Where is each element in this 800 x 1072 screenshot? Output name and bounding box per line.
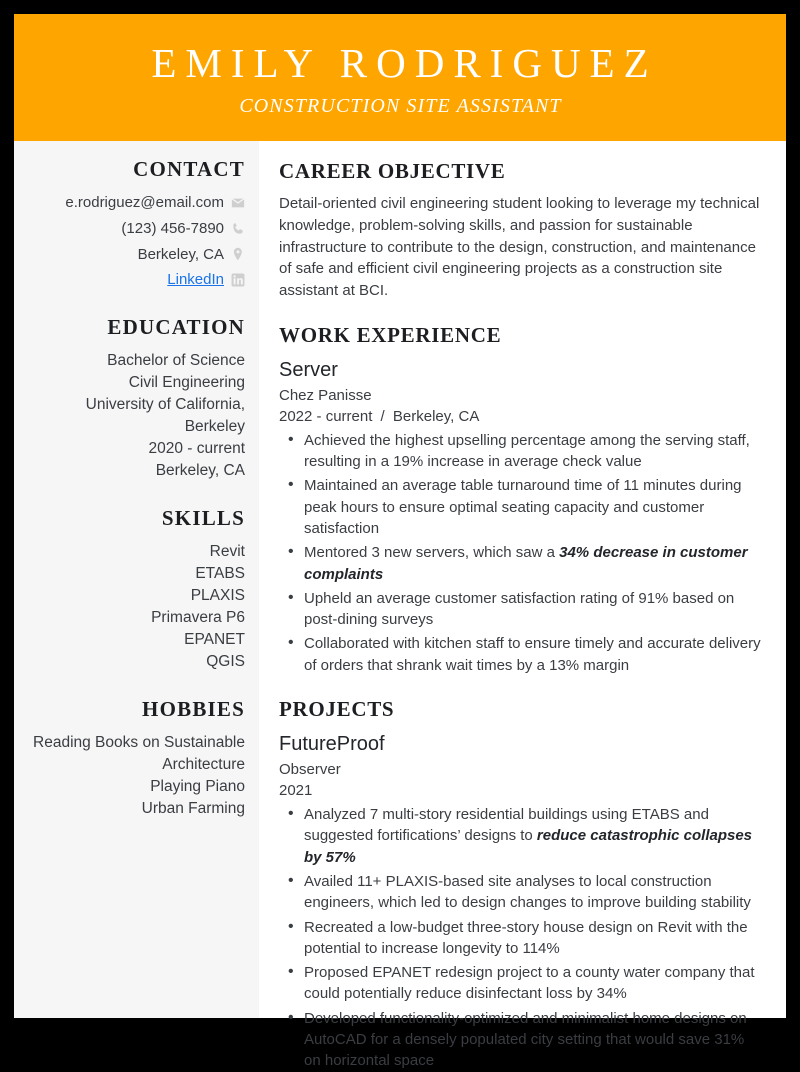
entry-bullet-list — [279, 430, 764, 676]
contact-section — [24, 157, 245, 291]
bullet-text: Recreated a low-budget three-story house design on Revit with the potential to increase longevity to 114% — [304, 918, 748, 957]
education-line: University of California, Berkeley — [85, 396, 245, 435]
skill-item: QGIS — [206, 653, 245, 670]
contact-item-text: (123) 456-7890 — [121, 219, 224, 237]
resume-header — [14, 14, 786, 141]
projects-section — [279, 697, 764, 1072]
bullet-text: Maintained an average table turnaround time of 11 minutes during peak hours to ensure optimal seating capacity and customer satisfaction — [304, 477, 742, 537]
resume-body — [14, 141, 786, 1070]
skills-list — [24, 541, 245, 673]
bullet-text: Achieved the highest upselling percentage among the serving staff, resulting in a 19% increase in average check value — [304, 431, 750, 471]
education-line: Civil Engineering — [128, 374, 245, 391]
candidate-name: EMILY RODRIGUEZ — [151, 39, 658, 86]
hobby-item: Urban Farming — [141, 800, 245, 817]
bullet-text: Proposed EPANET redesign project to a county water company that could potentially reduce disinfectant loss by 34% — [304, 964, 755, 1003]
entry-bullet — [279, 633, 764, 676]
resume-page — [14, 14, 786, 1070]
contact-link-text[interactable]: LinkedIn — [167, 271, 224, 289]
entry-bullet — [279, 430, 764, 473]
work-experience-entries — [279, 357, 764, 676]
education-line: Berkeley, CA — [155, 462, 245, 479]
candidate-job-title: CONSTRUCTION SITE ASSISTANT — [239, 95, 562, 118]
hobby-item: Reading Books on Sustainable Architecture — [33, 734, 245, 773]
contact-heading: CONTACT — [133, 157, 245, 181]
entry-bullet — [279, 588, 764, 631]
entry-bullet-list — [279, 804, 764, 1072]
entry-title: Server — [279, 358, 338, 381]
linkedin-icon — [231, 273, 245, 287]
entry-bullet — [279, 542, 764, 585]
career-objective-text: Detail-oriented civil engineering student looking to leverage my technical knowledge, problem-solving skills, and passion for sustainable infrastructure to contribute to the design, construction, and maintenance of safe and efficient civil engineering projects as a construction site assistant at BCI. — [279, 195, 760, 299]
bullet-text: Upheld an average customer satisfaction rating of 91% based on post-dining surveys — [304, 589, 735, 629]
hobbies-list — [24, 732, 245, 820]
bullet-text: Collaborated with kitchen staff to ensure timely and accurate delivery of orders that shrank wait times by a 13% margin — [304, 635, 761, 674]
contact-item-text: Berkeley, CA — [137, 245, 224, 263]
skills-section — [24, 506, 245, 673]
entry-title: FutureProof — [279, 733, 385, 756]
bullet-text: Analyzed 7 multi-story residential buildings using ETABS and suggested fortifications’ designs to — [304, 806, 709, 845]
education-line: Bachelor of Science — [107, 352, 245, 369]
entry-dates: 2022 - current — [279, 407, 373, 425]
envelope-icon — [231, 196, 245, 210]
skill-item: ETABS — [195, 565, 245, 582]
bullet-text: Developed functionality-optimized and minimalist home designs on AutoCAD for a densely populated city setting that would save 31% on horizontal space — [304, 1009, 747, 1070]
entry-bullet — [279, 871, 764, 914]
hobby-item: Playing Piano — [150, 778, 245, 795]
contact-item[interactable] — [24, 269, 245, 291]
skill-item: PLAXIS — [190, 587, 245, 604]
hobbies-heading: HOBBIES — [142, 697, 245, 721]
entry-location: Berkeley, CA — [392, 407, 480, 425]
contact-item-text: e.rodriguez@email.com — [65, 194, 224, 211]
bullet-text: Mentored 3 new servers, which saw a — [304, 544, 560, 562]
education-section — [24, 315, 245, 482]
entry-meta — [279, 406, 764, 427]
education-line: 2020 - current — [148, 440, 245, 457]
location-pin-icon — [231, 247, 245, 261]
entry-bullet — [279, 475, 764, 539]
resume-entry — [279, 357, 764, 676]
bullet-highlight: reduce catastrophic collapses by 57% — [304, 827, 753, 866]
entry-bullet — [279, 1008, 764, 1072]
skill-item: EPANET — [184, 631, 245, 648]
contact-list — [24, 192, 245, 291]
skill-item: Revit — [209, 543, 245, 560]
entry-dates: 2021 — [279, 782, 313, 800]
education-list — [24, 350, 245, 482]
contact-item — [24, 218, 245, 240]
entry-bullet — [279, 962, 764, 1005]
entry-bullet — [279, 804, 764, 868]
phone-icon — [231, 222, 245, 236]
work-experience-heading: WORK EXPERIENCE — [279, 322, 502, 347]
entry-organization: Observer — [279, 761, 341, 779]
bullet-highlight: 34% decrease in customer complaints — [304, 544, 748, 583]
entry-bullet — [279, 917, 764, 960]
career-objective-section — [279, 159, 764, 302]
career-objective-heading: CAREER OBJECTIVE — [279, 159, 506, 183]
projects-heading: PROJECTS — [279, 697, 395, 722]
work-experience-section — [279, 323, 764, 676]
projects-entries — [279, 731, 764, 1072]
hobbies-section — [24, 697, 245, 820]
contact-item — [24, 192, 245, 214]
contact-item — [24, 244, 245, 266]
skills-heading: SKILLS — [161, 506, 245, 530]
entry-meta — [279, 780, 764, 801]
sidebar — [14, 141, 259, 1018]
entry-organization: Chez Panisse — [279, 386, 372, 404]
bullet-text: Availed 11+ PLAXIS-based site analyses to local construction engineers, which led to design changes to improve building stability — [304, 872, 751, 912]
main-column — [259, 141, 786, 1070]
entry-separator: / — [376, 407, 389, 425]
skill-item: Primavera P6 — [151, 609, 245, 626]
resume-entry — [279, 731, 764, 1072]
education-heading: EDUCATION — [107, 315, 245, 339]
